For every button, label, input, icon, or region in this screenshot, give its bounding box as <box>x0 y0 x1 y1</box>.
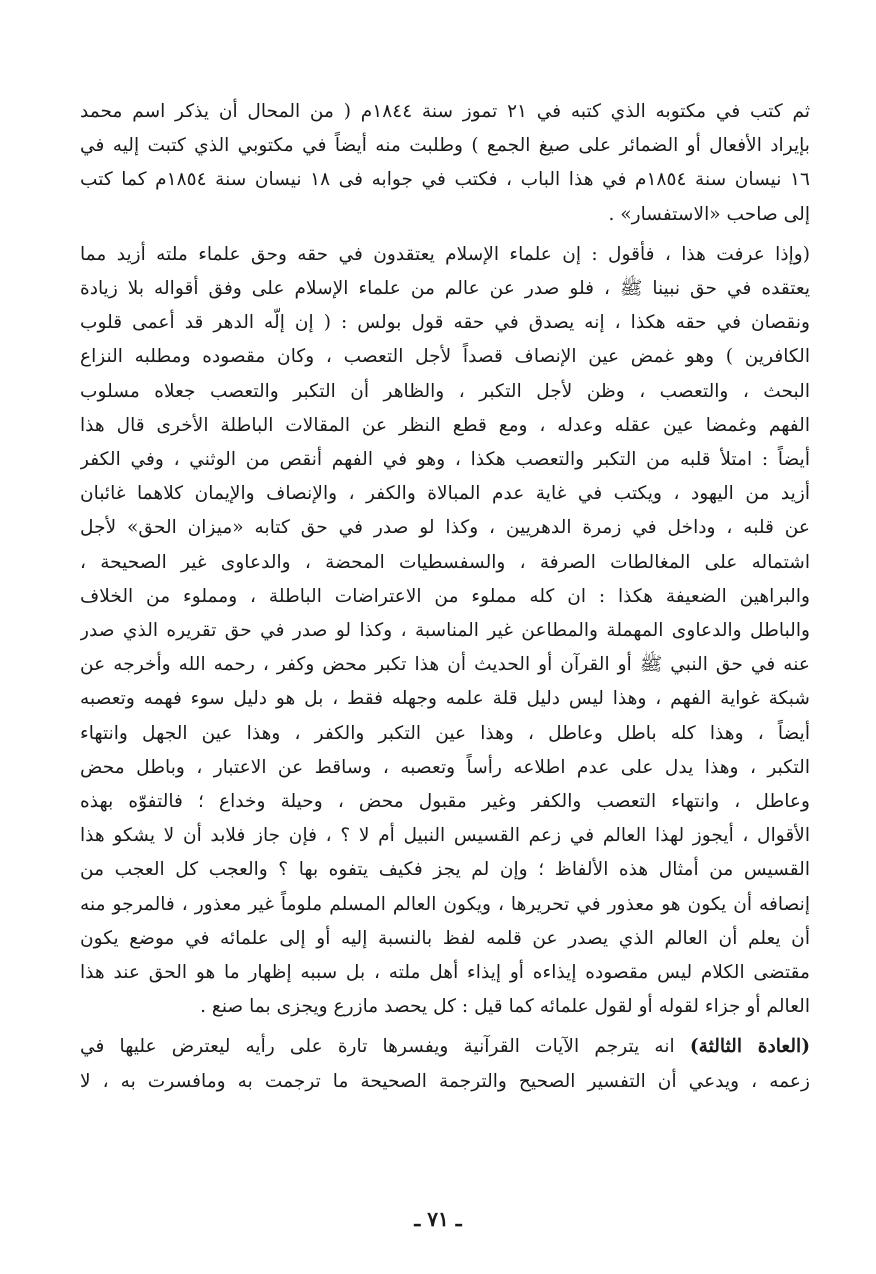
text-line: إلى صاحب «الاستفسار» . <box>608 203 810 225</box>
text-line: البحث ، والتعصب ، وظن لأجل التكبر ، والظاهر أن التكبر والتعصب جعلاه مسلوب <box>80 380 810 402</box>
text-line: أيضاً ، وهذا كله باطل وعاطل ، وهذا عين التكبر والكفر ، وهذا عين الجهل وانتهاء <box>80 722 810 744</box>
text-line: ونقصان في حقه هكذا ، إنه يصدق في حقه قول بولس : ( إن إلّه الدهر قد أعمى قلوب <box>80 312 810 334</box>
text-line: أزيد من اليهود ، ويكتب في غاية عدم المبالاة والكفر ، والإنصاف والإيمان كلاهما غائبان <box>80 483 810 505</box>
text-line: اشتماله على المغالطات الصرفة ، والسفسطيات المحضة ، والدعاوى غير الصحيحة ، <box>80 551 810 573</box>
text-line: القسيس من أمثال هذه الألفاظ ؛ وإن لم يجز فكيف يتفوه بها ؟ والعجب كل العجب من <box>80 859 810 881</box>
text-line: عن قلبه ، وداخل في زمرة الدهريين ، وكذا لو صدر في حق كتابه «ميزان الحق» لأجل <box>80 517 810 539</box>
text-line: شبكة غواية الفهم ، وهذا ليس دليل قلة علمه وجهله فقط ، بل هو دليل سوء فهمه وتعصبه <box>80 688 810 710</box>
text-line: عنه في حق النبي ﷺ أو القرآن أو الحديث أن هذا تكبر محض وكفر ، رحمه الله وأخرجه عن <box>80 654 810 676</box>
text-line: الأقوال ، أيجوز لهذا العالم في زعم القسيس النبيل أم لا ؟ ، فإن جاز فلابد أن لا يشكو هذا <box>80 825 810 847</box>
text-line: أيضاً : امتلأ قلبه من التكبر والتعصب هكذا ، وهو في الفهم أنقص من الوثني ، وفي الكفر <box>80 449 810 471</box>
paragraph-2 <box>80 238 810 1025</box>
section-heading: (العادة الثالثة) <box>689 1036 810 1058</box>
text-line: ١٦ نيسان سنة ١٨٥٤م في هذا الباب ، فكتب في جوابه فى ١٨ نيسان سنة ١٨٥٤م كما كتب <box>80 169 810 191</box>
text-line: مقتضى الكلام ليس مقصوده إيذاءه أو إيذاء أهل ملته ، بل سببه إظهار ما هو الحق عند هذا <box>80 962 810 984</box>
text-line: العالم أو جزاء لقوله أو لقول علمائه كما قيل : كل يحصد مازرع ويجزى بما صنع . <box>200 996 810 1018</box>
text-line: ثم كتب في مكتوبه الذي كتبه في ٢١ تموز سنة ١٨٤٤م ( من المحال أن يذكر اسم محمد <box>80 101 810 122</box>
text-line: وعاطل ، وانتهاء التعصب والكفر وغير مقبول محض ، وحيلة وخداع ؛ فالتفوّه بهذه <box>80 791 810 813</box>
paragraph-1 <box>80 95 810 232</box>
text-line: والبراهين الضعيفة هكذا : ان كله مملوء من الاعتراضات الباطلة ، ومملوء من الخلاف <box>80 585 810 607</box>
text-line: إنصافه أن يكون هو معذور في تحريرها ، ويكون العالم المسلم ملوماً غير معذور ، فالمرجو منه <box>80 893 810 915</box>
text-line: بإيراد الأفعال أو الضمائر على صيغ الجمع ) وطلبت منه أيضاً في مكتوبي الذي كتبت إليه في <box>80 135 810 157</box>
text-line: أن يعلم أن العالم الذي يصدر عن قلمه لفظ بالنسبة إليه أو إلى علمائه في موضع يكون <box>80 927 810 949</box>
paragraph-3 <box>80 1030 810 1098</box>
text-line: زعمه ، ويدعي أن التفسير الصحيح والترجمة الصحيحة ما ترجمت به ومافسرت به ، لا <box>80 1070 810 1092</box>
text-line: التكبر ، وهذا يدل على عدم اطلاعه رأساً وتعصبه ، وساقط عن الاعتبار ، وباطل محض <box>80 756 810 778</box>
page-number: ـ ٧١ ـ <box>414 1207 462 1231</box>
text-line: يعتقده في حق نبينا ﷺ ، فلو صدر عن عالم من علماء الإسلام على وفق أقواله بلا زيادة <box>80 278 810 300</box>
text-line: والباطل والدعاوى المهملة والمطاعن غير المناسبة ، وكذا لو صدر في حق تقريره الذي صدر <box>80 620 810 642</box>
text-line-with-heading <box>80 1030 810 1064</box>
text-fragment: انه يترجم الآيات القرآنية ويفسرها تارة على رأيه ليعترض عليها في <box>80 1036 690 1058</box>
text-line: الفهم وغمضا عين عقله وعدله ، ومع قطع النظر عن المقالات الباطلة الأخرى قال هذا <box>80 414 810 436</box>
text-line: الكافرين ) وهو غمض عين الإنصاف قصداً لأجل التعصب ، وكان مقصوده ومطلبه النزاع <box>80 346 810 368</box>
page-body <box>80 95 810 1099</box>
text-line: (وإذا عرفت هذا ، فأقول : إن علماء الإسلام يعتقدون في حقه وحق علماء ملته أزيد مما <box>80 243 810 265</box>
